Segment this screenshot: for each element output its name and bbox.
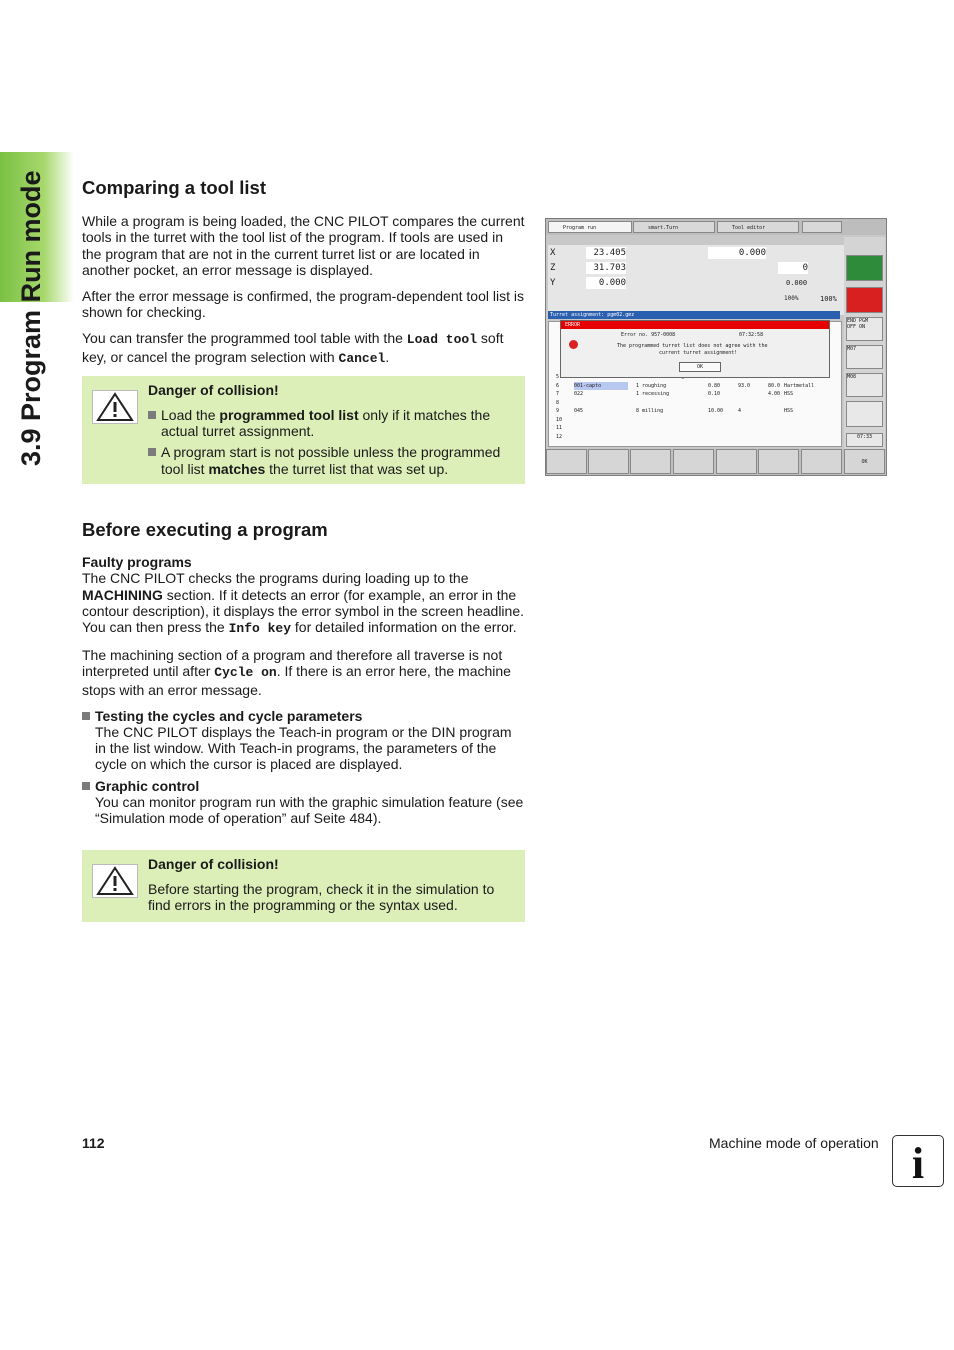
subheading: Faulty programs bbox=[82, 554, 192, 571]
danger-bullets bbox=[148, 407, 518, 477]
softkey-ok[interactable]: OK bbox=[844, 449, 885, 474]
section-comparing bbox=[82, 177, 525, 367]
override-f: 100% bbox=[784, 295, 799, 302]
cell-n: 8 bbox=[556, 399, 560, 406]
cycle-start-button[interactable] bbox=[846, 255, 883, 281]
warning-icon bbox=[92, 390, 138, 424]
softkey-7[interactable] bbox=[801, 449, 842, 474]
cell-n: 9 bbox=[556, 408, 560, 414]
tab-smart-turn[interactable]: smart.Turn bbox=[633, 221, 715, 233]
tool-value: 0.000 bbox=[786, 279, 808, 287]
softkey-5[interactable] bbox=[716, 449, 757, 474]
cell-id: 045 bbox=[574, 408, 584, 414]
cell-mat: Hartmetall bbox=[784, 382, 815, 389]
softkey-4[interactable] bbox=[673, 449, 714, 474]
dialog-title: ERROR bbox=[561, 321, 829, 329]
paragraph: After the error message is confirmed, the program-dependent tool list is shown for checking. bbox=[82, 288, 524, 321]
cell-id: 022 bbox=[574, 391, 584, 397]
tab-save[interactable] bbox=[802, 221, 842, 233]
tool-list-row[interactable] bbox=[548, 433, 840, 441]
cell-type: 1 roughing bbox=[636, 382, 667, 389]
override-s: 100% bbox=[820, 295, 837, 303]
cell-a: 10.00 bbox=[708, 408, 724, 414]
warning-icon bbox=[92, 864, 138, 898]
axis-x: X 23.405 bbox=[550, 248, 626, 258]
cell-b: 4 bbox=[738, 408, 742, 414]
cell-mat: HSS bbox=[784, 391, 794, 397]
tool-list-row[interactable] bbox=[548, 407, 840, 415]
footer-section: Machine mode of operation bbox=[709, 1135, 879, 1151]
tab-program-run[interactable]: Program run bbox=[548, 221, 632, 233]
info-icon bbox=[892, 1135, 944, 1187]
heading-before-executing: Before executing a program bbox=[82, 519, 328, 540]
softkey-3[interactable] bbox=[630, 449, 671, 474]
cell-type: 1 recessing bbox=[636, 391, 670, 397]
soft-key-name: Load tool bbox=[406, 332, 478, 348]
section-before-executing bbox=[82, 519, 525, 827]
cell-mat: HSS bbox=[784, 408, 794, 414]
softkey-bar bbox=[546, 449, 886, 475]
error-dialog bbox=[560, 320, 830, 378]
error-time: 07:32:58 bbox=[739, 332, 764, 338]
tab-tool-editor[interactable]: Tool editor bbox=[717, 221, 799, 233]
axis-y: Y 0.000 bbox=[550, 278, 626, 288]
m08-button[interactable]: M08 bbox=[846, 373, 883, 397]
end-pgm-button[interactable]: END PGM OFF ON bbox=[846, 317, 883, 341]
danger-text: Before starting the program, check it in the simulation to find errors in the programming or the syntax used. bbox=[148, 881, 495, 914]
list-item: Graphic control You can monitor program run with the graphic simulation feature (see “Simulation mode of operation” auf Seite 484). bbox=[82, 778, 525, 827]
machine-function-panel bbox=[844, 237, 885, 449]
cell-n: 10 bbox=[556, 416, 563, 423]
cycle-stop-button[interactable] bbox=[846, 287, 883, 313]
cell-type: 8 milling bbox=[636, 408, 664, 414]
danger-box bbox=[82, 850, 525, 922]
danger-title: Danger of collision! bbox=[148, 856, 279, 872]
chapter-title: 3.9 Program Run mode bbox=[16, 170, 46, 466]
cell-a: 0.80 bbox=[708, 382, 721, 389]
tool-list-row[interactable] bbox=[548, 399, 840, 407]
cnc-screenshot bbox=[545, 218, 887, 476]
cell-n: 12 bbox=[556, 433, 563, 440]
softkey-2[interactable] bbox=[588, 449, 629, 474]
bullet-item: A program start is not possible unless the programmed tool list matches the turret list that was set up. bbox=[148, 444, 518, 476]
paragraph: While a program is being loaded, the CNC PILOT compares the current tools in the turret with the tool list of the program. If tools are used in the program that are not in the current turret list or are located in another pocket, an error message is displayed. bbox=[82, 213, 525, 278]
heading-comparing: Comparing a tool list bbox=[82, 177, 266, 198]
m07-button[interactable]: M07 bbox=[846, 345, 883, 369]
error-number: Error no. 957-0008 bbox=[621, 332, 676, 338]
tool-icon-button[interactable] bbox=[846, 401, 883, 427]
paragraph: You can transfer the programmed tool table with the Load tool soft key, or cancel the program selection with Cancel. bbox=[82, 330, 504, 366]
list-item: Testing the cycles and cycle parameters The CNC PILOT displays the Teach-in program or the DIN program in the list window. With Teach-in programs, the parameters of the cycle on which the cursor is placed are displayed. bbox=[82, 708, 525, 773]
tool-list-row[interactable] bbox=[548, 416, 840, 424]
info-glyph: i bbox=[911, 1139, 925, 1186]
dialog-ok-button[interactable]: OK bbox=[679, 362, 721, 372]
cell-c: 4.00 bbox=[768, 391, 781, 397]
bullet-item: Load the programmed tool list only if it matches the actual turret assignment. bbox=[148, 407, 518, 439]
softkey-1[interactable] bbox=[546, 449, 587, 474]
turret-assignment-bar: Turret assignment: pgm02.gmz bbox=[548, 311, 840, 319]
cell-n: 5 bbox=[556, 374, 560, 380]
cell-a: 0.10 bbox=[708, 391, 721, 397]
soft-key-name: Cancel bbox=[338, 350, 386, 366]
cell-b: 93.0 bbox=[738, 382, 751, 389]
page-number: 112 bbox=[82, 1135, 105, 1151]
cell-c: 80.0 bbox=[768, 382, 781, 389]
cell-n: 7 bbox=[556, 391, 560, 397]
danger-title: Danger of collision! bbox=[148, 382, 279, 398]
softkey-6[interactable] bbox=[758, 449, 799, 474]
axis-z: Z 31.703 bbox=[550, 263, 626, 273]
position-display: X 23.405 Z 31.703 Y 0.000 0.000 0 0.000 100% 100% bbox=[548, 245, 844, 315]
tool-list-row[interactable] bbox=[548, 382, 840, 390]
cell-n: 6 bbox=[556, 382, 560, 389]
error-message-line1: The programmed turret list does not agree with the bbox=[617, 343, 768, 349]
clock: 07:33 bbox=[846, 433, 883, 447]
paragraph: The CNC PILOT checks the programs during loading up to the MACHINING section. If it detects an error (for example, an error in the contour description), it displays the error symbol in the screen headline. You can then press the Info key for detailed information on the error. bbox=[82, 570, 524, 637]
tool-list-row[interactable] bbox=[548, 424, 840, 432]
error-message-line2: current turret assignment! bbox=[659, 350, 738, 356]
tool-list-row[interactable] bbox=[548, 390, 840, 398]
error-icon bbox=[569, 340, 578, 349]
mode-tab-bar bbox=[546, 219, 886, 235]
paragraph: The machining section of a program and therefore all traverse is not interpreted until after Cycle on. If there is an error here, the machine stops with an error message. bbox=[82, 647, 511, 698]
cell-n: 11 bbox=[556, 425, 563, 431]
danger-box bbox=[82, 376, 525, 484]
cell-id: 001-capto bbox=[574, 382, 628, 390]
